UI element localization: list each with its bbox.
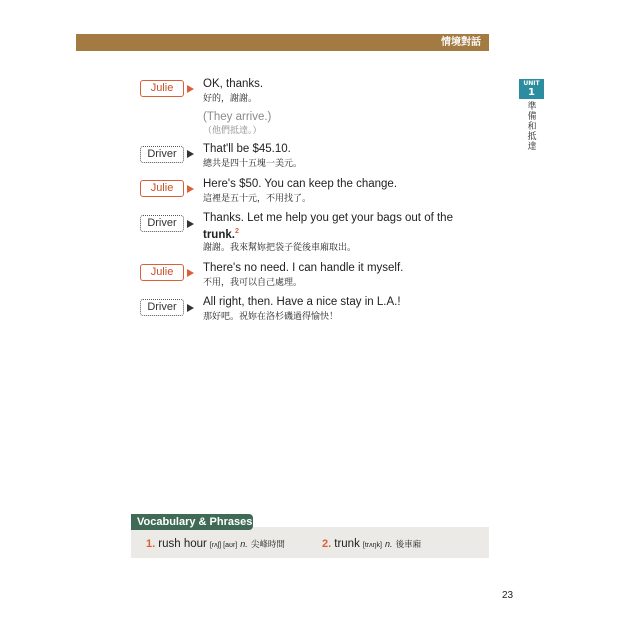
dialogue-english: OK, thanks. xyxy=(203,78,264,90)
play-arrow-icon xyxy=(187,185,194,193)
dialogue-chinese: 不用，我可以自己處理。 xyxy=(203,278,303,288)
dialogue-chinese: 總共是四十五塊一美元。 xyxy=(203,159,303,169)
vocab-item xyxy=(322,537,421,553)
unit-title-char: 達 xyxy=(527,142,537,152)
dialogue-chinese: 謝謝。我來幫妳把袋子從後車廂取出。 xyxy=(203,243,357,253)
unit-title xyxy=(525,102,539,152)
vocabulary-header xyxy=(131,514,253,530)
section-header-bar xyxy=(76,34,489,51)
speaker-label-julie: Julie xyxy=(140,264,184,281)
unit-title-char: 抵 xyxy=(527,132,537,142)
speaker-label-driver: Driver xyxy=(140,215,184,232)
vocabulary-heading: Vocabulary & Phrases xyxy=(137,516,253,528)
play-arrow-icon xyxy=(187,150,194,158)
dialogue-english: That'll be $45.10. xyxy=(203,143,291,155)
speaker-label-driver: Driver xyxy=(140,299,184,316)
unit-label: UNIT xyxy=(523,80,540,87)
stage-direction-chinese: （他們抵達。） xyxy=(203,126,262,136)
dialogue-english: Here's $50. You can keep the change. xyxy=(203,178,398,190)
vocab-word: trunk xyxy=(334,538,360,550)
speaker-label-driver: Driver xyxy=(140,146,184,163)
unit-number: 1 xyxy=(528,87,535,98)
vocab-part-of-speech: n. xyxy=(385,539,393,549)
vocab-item xyxy=(146,537,285,553)
dialogue-chinese: 這裡是五十元，不用找了。 xyxy=(203,194,312,204)
unit-title-char: 準 xyxy=(527,102,537,112)
dialogue-english: There's no need. I can handle it myself. xyxy=(203,262,404,274)
vocab-number: 2. xyxy=(322,538,332,550)
vocab-part-of-speech: n. xyxy=(240,539,248,549)
unit-title-char: 備 xyxy=(527,112,537,122)
vocab-translation: 尖峰時間 xyxy=(250,540,285,550)
page-number: 23 xyxy=(502,590,514,601)
speaker-label-julie: Julie xyxy=(140,80,184,97)
unit-tab xyxy=(519,79,544,99)
play-arrow-icon xyxy=(187,220,194,228)
section-title: 情境對話 xyxy=(441,37,481,48)
vocab-keyword: trunk. xyxy=(203,228,235,241)
vocab-number: 1. xyxy=(146,538,156,550)
vocab-pronunciation: [trʌŋk] xyxy=(362,542,382,549)
dialogue-english: Thanks. Let me help you get your bags out of the xyxy=(203,212,453,224)
play-arrow-icon xyxy=(187,304,194,312)
vocab-word: rush hour xyxy=(158,538,207,550)
vocab-translation: 後車廂 xyxy=(395,540,422,550)
footnote-marker: 2 xyxy=(234,228,239,235)
speaker-label-julie: Julie xyxy=(140,180,184,197)
play-arrow-icon xyxy=(187,269,194,277)
unit-title-char: 和 xyxy=(527,122,537,132)
vocab-pronunciation: [rʌʃ] [aʊr] xyxy=(209,542,238,549)
dialogue-english-continued xyxy=(203,225,239,242)
dialogue-chinese: 好的，謝謝。 xyxy=(203,94,258,104)
stage-direction-english: (They arrive.) xyxy=(203,111,272,123)
dialogue-english: All right, then. Have a nice stay in L.A.! xyxy=(203,296,401,308)
play-arrow-icon xyxy=(187,85,194,93)
dialogue-chinese: 那好吧。祝妳在洛杉磯過得愉快！ xyxy=(203,312,339,322)
